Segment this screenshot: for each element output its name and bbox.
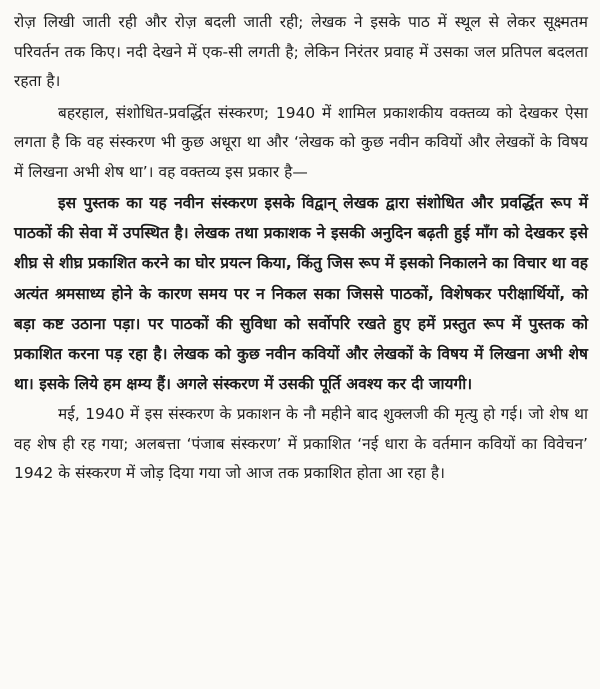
quoted-publisher-statement: इस पुस्तक का यह नवीन संस्करण इसके विद्वान् लेखक द्वारा संशोधित और प्रवर्द्धित रूप में पाठकों की सेवा में उपस्थित है। लेखक तथा प्रकाशक ने इसकी अनुदिन बढ़ती हुई माँग को देखकर इसे शीघ्र से शीघ्र प्रकाशित करने का घोर प्रयत्न किया, किंतु जिस रूप में इसको निकालने का विचार था वह अत्यंत श्रमसाध्य होने के कारण समय पर न निकल सका जिससे पाठकों, विशेषकर परीक्षार्थियों, को बड़ा कष्ट उठाना पड़ा। पर पाठकों की सुविधा को सर्वोपरि रखते हुए हमें प्रस्तुत रूप में पुस्तक को प्रकाशित करना पड़ रहा है। लेखक को कुछ नवीन कवियों और लेखकों के विषय में लिखना अभी शेष था। इसके लिये हम क्षम्य हैं। अगले संस्करण में उसकी पूर्ति अवश्य कर दी जायगी। [14,194,588,394]
paragraph-continuation: रोज़ लिखी जाती रही और रोज़ बदली जाती रही; लेखक ने इसके पाठ में स्थूल से लेकर सूक्ष्मतम परिवर्तन तक किए। नदी देखने में एक-सी लगती है; लेकिन निरंतर प्रवाह में उसका जल प्रतिपल बदलता रहता है। [14,13,588,90]
paragraph-publisher-statement-intro: बहरहाल, संशोधित-प्रवर्द्धित संस्करण; 1940 में शामिल प्रकाशकीय वक्तव्य को देखकर ऐसा लगता है कि वह संस्करण भी कुछ अधूरा था और ‘लेखक को कुछ नवीन कवियों और लेखकों के विषय में लिखना अभी शेष था’। वह वक्तव्य इस प्रकार है— [14,103,588,181]
document-page [14,8,588,682]
paragraph-author-death: मई, 1940 में इस संस्करण के प्रकाशन के नौ महीने बाद शुक्लजी की मृत्यु हो गई। जो शेष था वह शेष ही रह गया; अलबत्ता ‘पंजाब संस्करण’ में प्रकाशित ‘नई धारा के वर्तमान कवियों का विवेचन’ 1942 के संस्करण में जोड़ दिया गया जो आज तक प्रकाशित होता आ रहा है। [14,405,588,483]
